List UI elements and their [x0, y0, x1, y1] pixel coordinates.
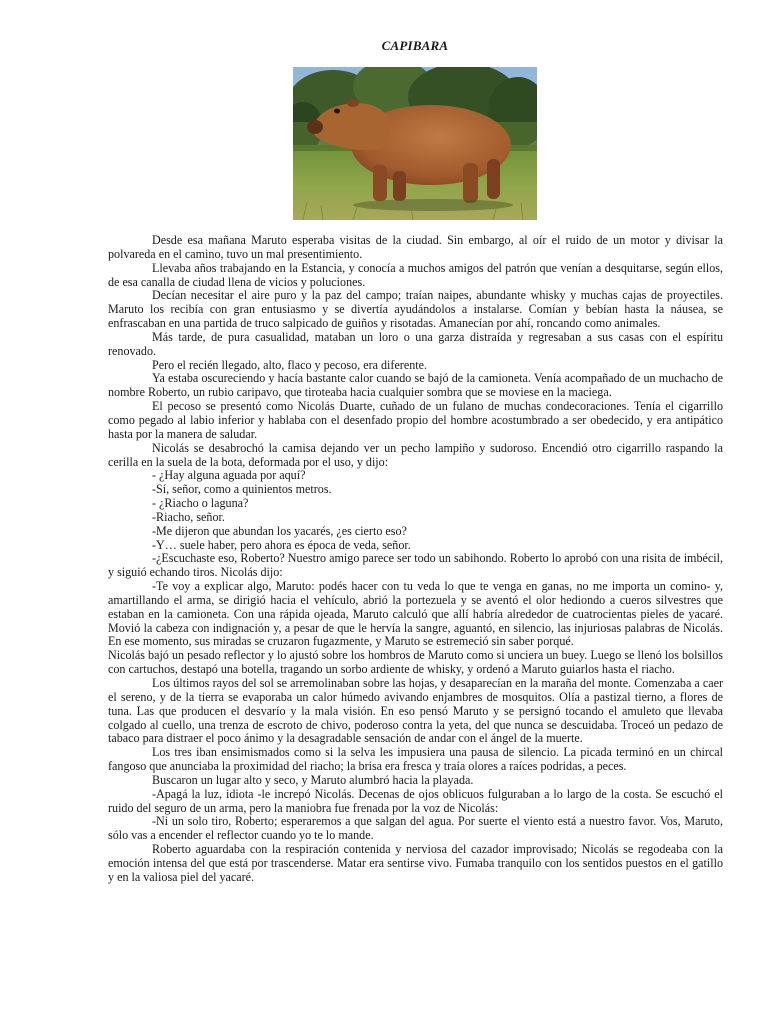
story-paragraph: -Te voy a explicar algo, Maruto: podés hacer con tu veda lo que te venga en ganas, no me importa un comino- y, amartillando el arma, se dirigió hacia el vehículo, abrió la portezuela y se aventó el olor hediondo a cueros silvestres que estaban en la camioneta. Con una rápida ojeada, Maruto calculó que allí habría alrededor de cuatrocientas pieles de yacaré. Movió la cabeza con indignación y, a pesar de que le hervía la sangre, aguantó, en silencio, las injuriosas palabras de Nicolás. En ese momento, sus miradas se cruzaron fugazmente, y Maruto se estremeció sin saber porqué.	[108, 579, 723, 649]
story-paragraph: Decían necesitar el aire puro y la paz del campo; traían naipes, abundante whisky y muchas cajas de proyectiles. Maruto los recibía con gran entusiasmo y se divertía ayudándolos a instalarse. Comían y bebían hasta la náusea, se enfrascaban en una partida de truco salpicado de guiños y risotadas. Amanecían por ahí, roncando como animales.	[108, 288, 723, 331]
story-paragraph: Los últimos rayos del sol se arremolinaban sobre las hojas, y desaparecían en la maraña del monte. Comenzaba a caer el sereno, y de la tierra se evaporaba un calor húmedo avivando enjambres de mosquitos. Olía a pastizal tierno, a flores de tuna. Las que producen el desvarío y la mala visión. En eso pensó Maruto y se persignó tocando el amuleto que llevaba colgado al cuello, una trenza de escroto de chivo, poderoso contra la yeta, del que nunca se descuidaba. Troceó un pedazo de tabaco para distraer el poco ánimo y la desagradable sensación de andar con el ángel de la muerte.	[108, 676, 723, 746]
story-paragraph: -Riacho, señor.	[152, 509, 225, 524]
story-paragraph: -Ni un solo tiro, Roberto; esperaremos a que salgan del agua. Por suerte el viento está a nuestro favor. Vos, Maruto, sólo vas a encender el reflector cuando yo te lo mande.	[108, 814, 723, 843]
story-paragraph: Más tarde, de pura casualidad, mataban un loro o una garza distraída y regresaban a sus casas con el espíritu renovado.	[108, 329, 723, 358]
capybara-photo	[293, 67, 537, 220]
story-paragraph: -Y… suele haber, pero ahora es época de veda, señor.	[152, 537, 411, 552]
story-paragraph: -Apagá la luz, idiota -le increpó Nicolás. Decenas de ojos oblicuos fulguraban a lo largo de la costa. Se escuchó el ruido del seguro de un arma, pero la maniobra fue frenada por la voz de Nicolás:	[108, 786, 723, 815]
story-paragraph: Buscaron un lugar alto y seco, y Maruto alumbró hacia la playada.	[152, 772, 474, 787]
story-paragraph: - ¿Riacho o laguna?	[152, 496, 249, 511]
document-title: CAPIBARA	[381, 38, 449, 53]
story-paragraph: -Sí, señor, como a quinientos metros.	[152, 482, 332, 497]
story-paragraph: Pero el recién llegado, alto, flaco y pecoso, era diferente.	[152, 357, 428, 372]
story-paragraph: Ya estaba oscureciendo y hacía bastante calor cuando se bajó de la camioneta. Venía acompañado de un muchacho de nombre Roberto, un rubio caripavo, que tiroteaba hacia cualquier sombra que se moviese en la maciega.	[108, 371, 723, 400]
story-paragraph: Nicolás bajó un pesado reflector y lo ajustó sobre los hombros de Maruto como si unciera un buey. Luego se llenó los bolsillos con cartuchos, destapó una botella, tragando un sorbo ardiente de whisky, y ordenó a Maruto guiarlos hasta el riacho.	[108, 648, 723, 677]
story-body	[108, 234, 723, 885]
story-paragraph: El pecoso se presentó como Nicolás Duarte, cuñado de un fulano de muchas condecoraciones. Tenía el cigarrillo como pegado al labio inferior y hablaba con el desenfado propio del hombre acostumbrado a ser obedecido, y era antipático hasta por la manera de saludar.	[108, 399, 723, 441]
story-paragraph: -Me dijeron que abundan los yacarés, ¿es cierto eso?	[152, 523, 407, 538]
story-paragraph: Los tres iban ensimismados como si la selva les impusiera una pausa de silencio. La picada terminó en un chircal fangoso que anunciaba la proximidad del riacho; la brisa era fresca y traía olores a raíces podridas, a peces.	[108, 745, 723, 774]
story-paragraph: -¿Escuchaste eso, Roberto? Nuestro amigo parece ser todo un sabihondo. Roberto lo aprobó con una risita de imbécil, y siguió echando tiros. Nicolás dijo:	[108, 551, 723, 580]
story-paragraph: Desde esa mañana Maruto esperaba visitas de la ciudad. Sin embargo, al oír el ruido de un motor y divisar la polvareda en el camino, tuvo un mal presentimiento.	[108, 233, 723, 261]
story-paragraph: Llevaba años trabajando en la Estancia, y conocía a muchos amigos del patrón que venían a desquitarse, según ellos, de esa canalla de ciudad llena de vicios y poluciones.	[108, 260, 723, 289]
story-paragraph: Roberto aguardaba con la respiración contenida y nerviosa del cazador improvisado; Nicolás se regodeaba con la emoción intensa del que está por trascenderse. Matar era sentirse vivo. Fumaba tranquilo con los sentidos puestos en el gatillo y en la valiosa piel del yacaré.	[108, 842, 723, 884]
story-paragraph: - ¿Hay alguna aguada por aquí?	[152, 468, 306, 483]
story-paragraph: Nicolás se desabrochó la camisa dejando ver un pecho lampiño y sudoroso. Encendió otro cigarrillo raspando la cerilla en la suela de la bota, deformada por el uso, y dijo:	[108, 440, 723, 469]
